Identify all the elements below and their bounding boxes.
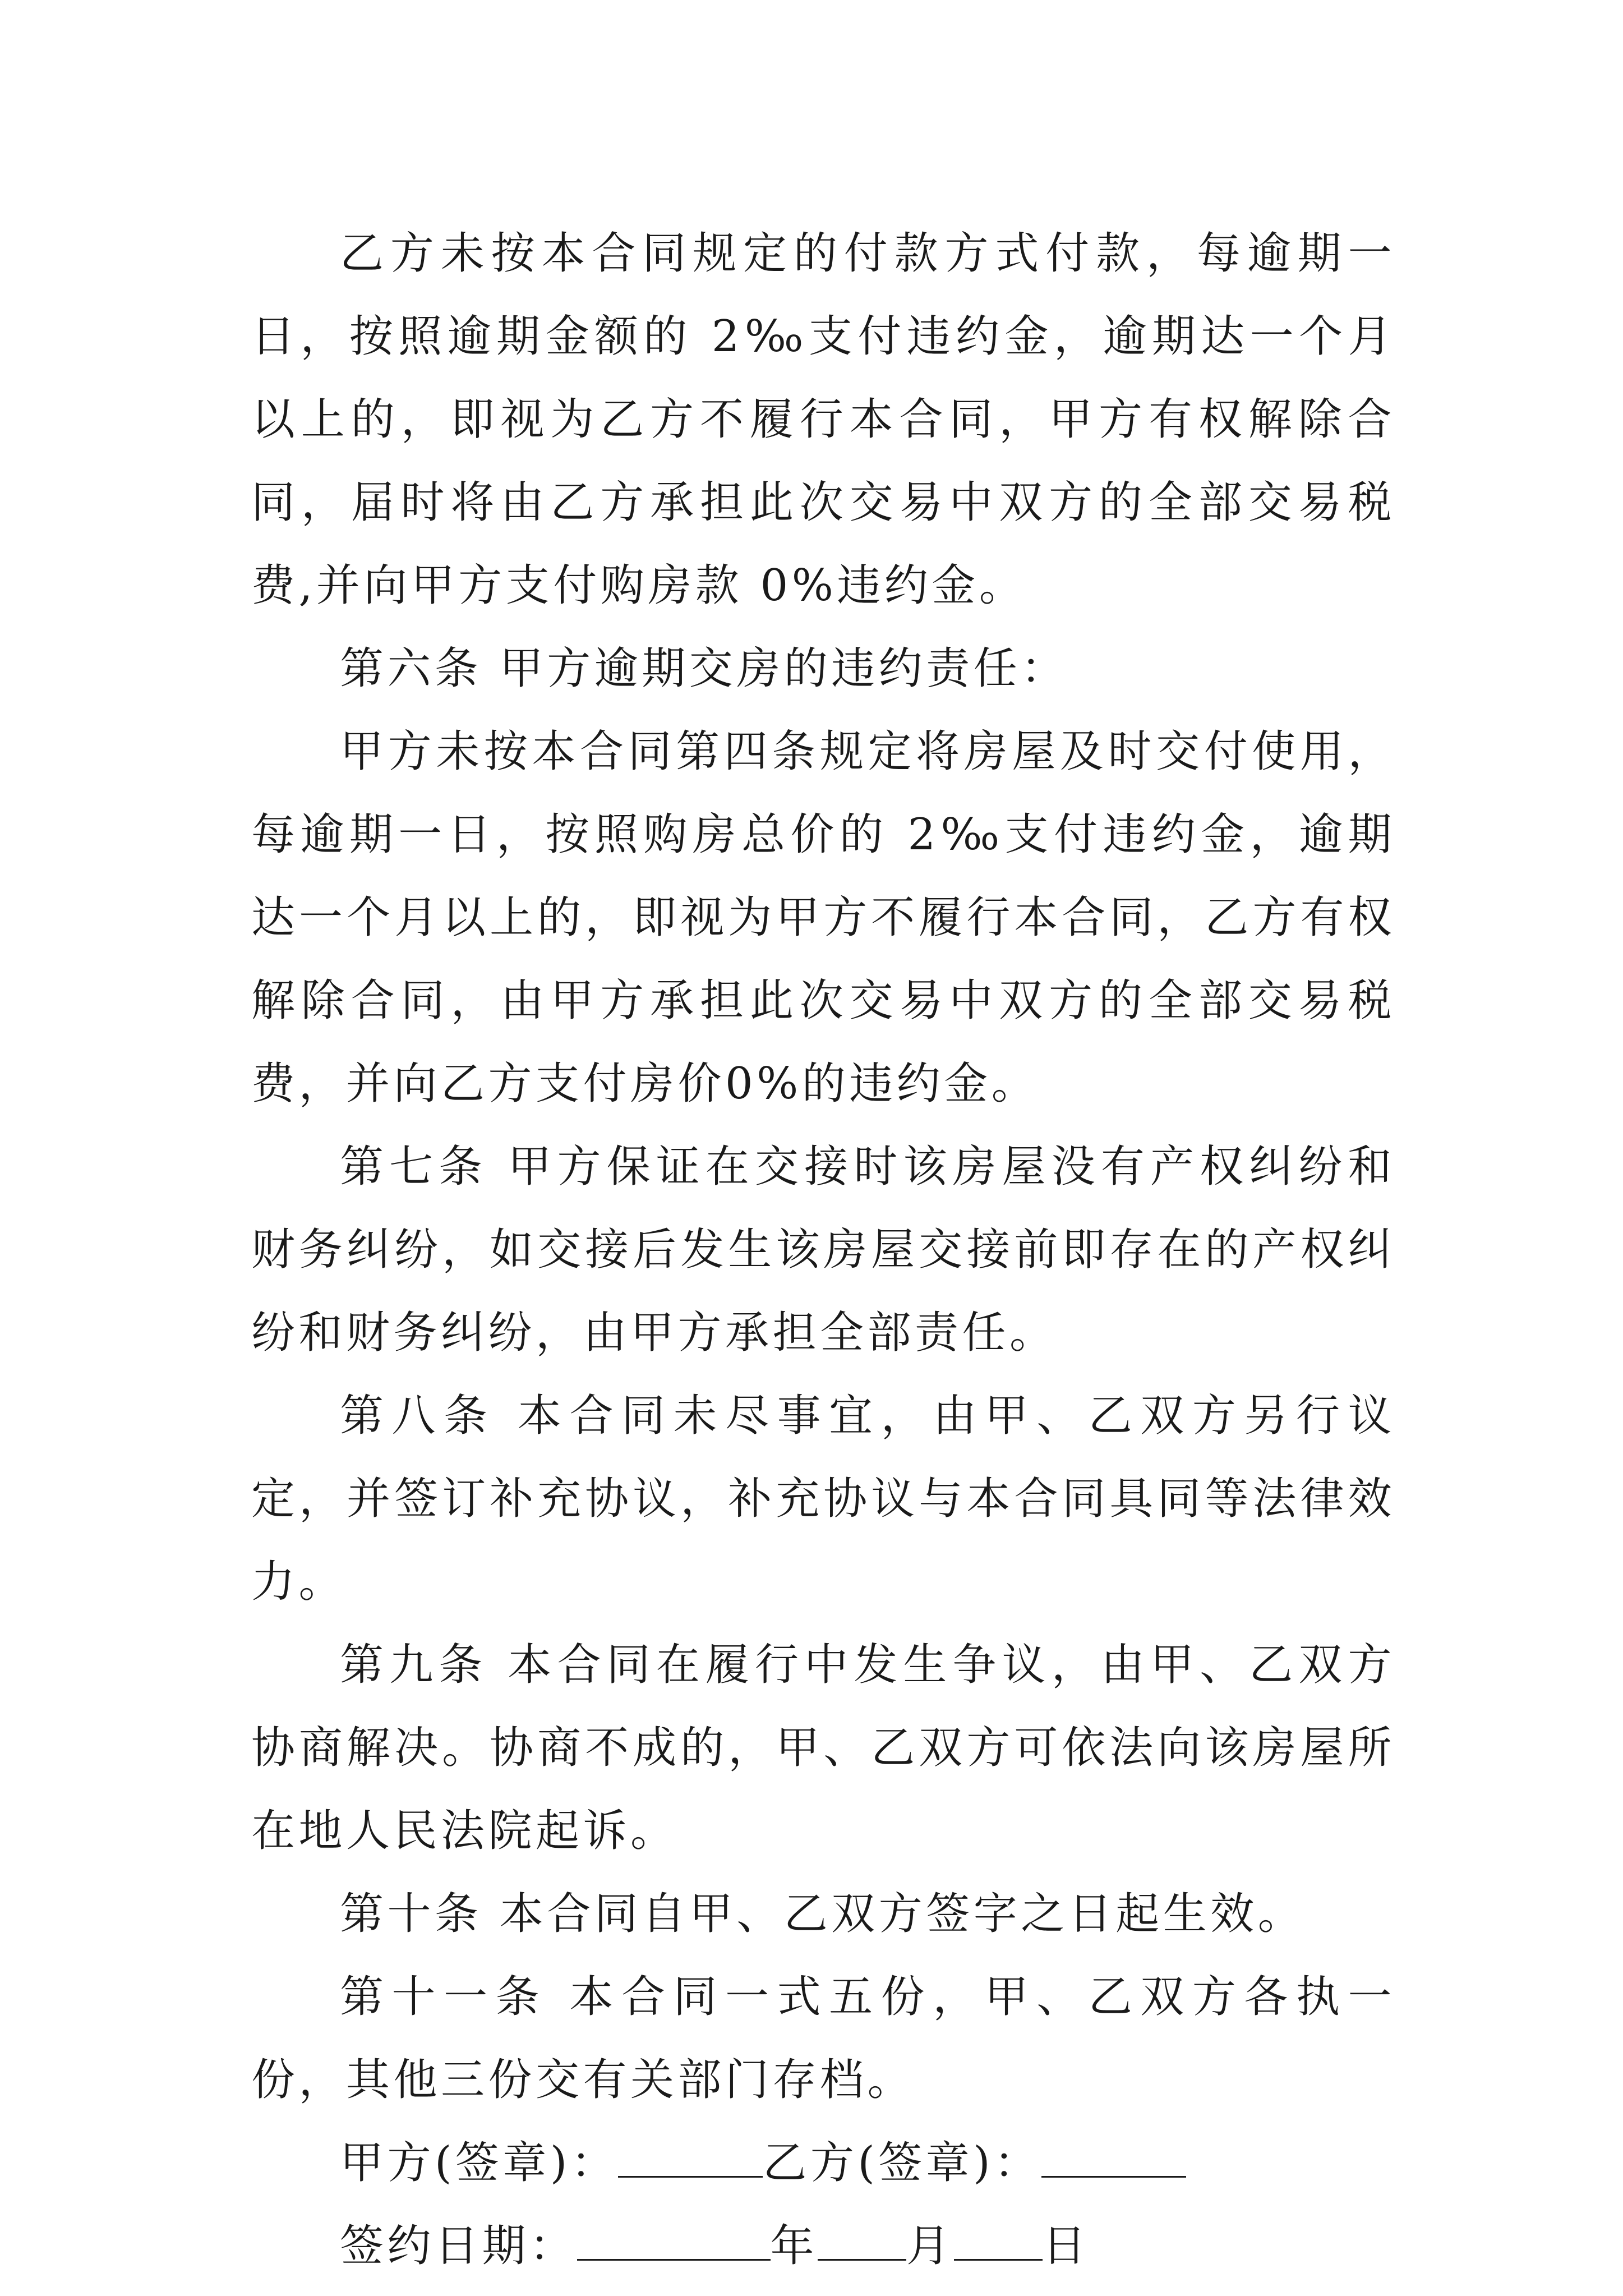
clause-paragraph: 第七条 甲方保证在交接时该房屋没有产权纠纷和财务纠纷，如交接后发生该房屋交接前即存在的产权纠纷和财务纠纷，由甲方承担全部责任。 [251,1142,1395,1358]
party-b-signature-label: 乙方(签章)： [763,2138,1041,2188]
party-b-signature-blank[interactable] [1041,2137,1186,2178]
clause-paragraph: 第十一条 本合同一式五份，甲、乙双方各执一份，其他三份交有关部门存档。 [251,1972,1395,2105]
signing-date-label: 签约日期： [340,2221,577,2271]
clause-paragraph: 第十条 本合同自甲、乙双方签字之日起生效。 [340,1889,1306,1939]
signature-line [251,2122,1395,2205]
party-a-signature-blank[interactable] [618,2137,763,2178]
clause-paragraph: 第八条 本合同未尽事宜，由甲、乙双方另行议定，并签订补充协议，补充协议与本合同具同等法律效力。 [251,1391,1395,1607]
day-label: 日 [1042,2221,1090,2271]
party-a-signature-label: 甲方(签章)： [340,2138,619,2188]
clause-heading: 第六条 甲方逾期交房的违约责任： [340,643,1068,694]
month-label: 月 [906,2221,954,2271]
year-label: 年 [770,2221,818,2271]
day-blank[interactable] [954,2220,1043,2261]
contract-body [251,212,1395,2288]
clause-paragraph: 乙方未按本合同规定的付款方式付款，每逾期一日，按照逾期金额的 2‰支付违约金，逾期达一个月以上的，即视为乙方不履行本合同，甲方有权解除合同，届时将由乙方承担此次交易中双方的全部交易税费,并向甲方支付购房款 0%违约金。 [251,228,1395,611]
month-blank[interactable] [818,2220,906,2261]
clause-paragraph: 甲方未按本合同第四条规定将房屋及时交付使用，每逾期一日，按照购房总价的 2‰支付违约金，逾期达一个月以上的，即视为甲方不履行本合同，乙方有权解除合同，由甲方承担此次交易中双方的全部交易税费，并向乙方支付房价0%的违约金。 [251,726,1395,1109]
year-blank[interactable] [577,2220,771,2261]
signing-date-line [251,2205,1395,2288]
clause-paragraph: 第九条 本合同在履行中发生争议，由甲、乙双方协商解决。协商不成的，甲、乙双方可依法向该房屋所在地人民法院起诉。 [251,1640,1395,1856]
